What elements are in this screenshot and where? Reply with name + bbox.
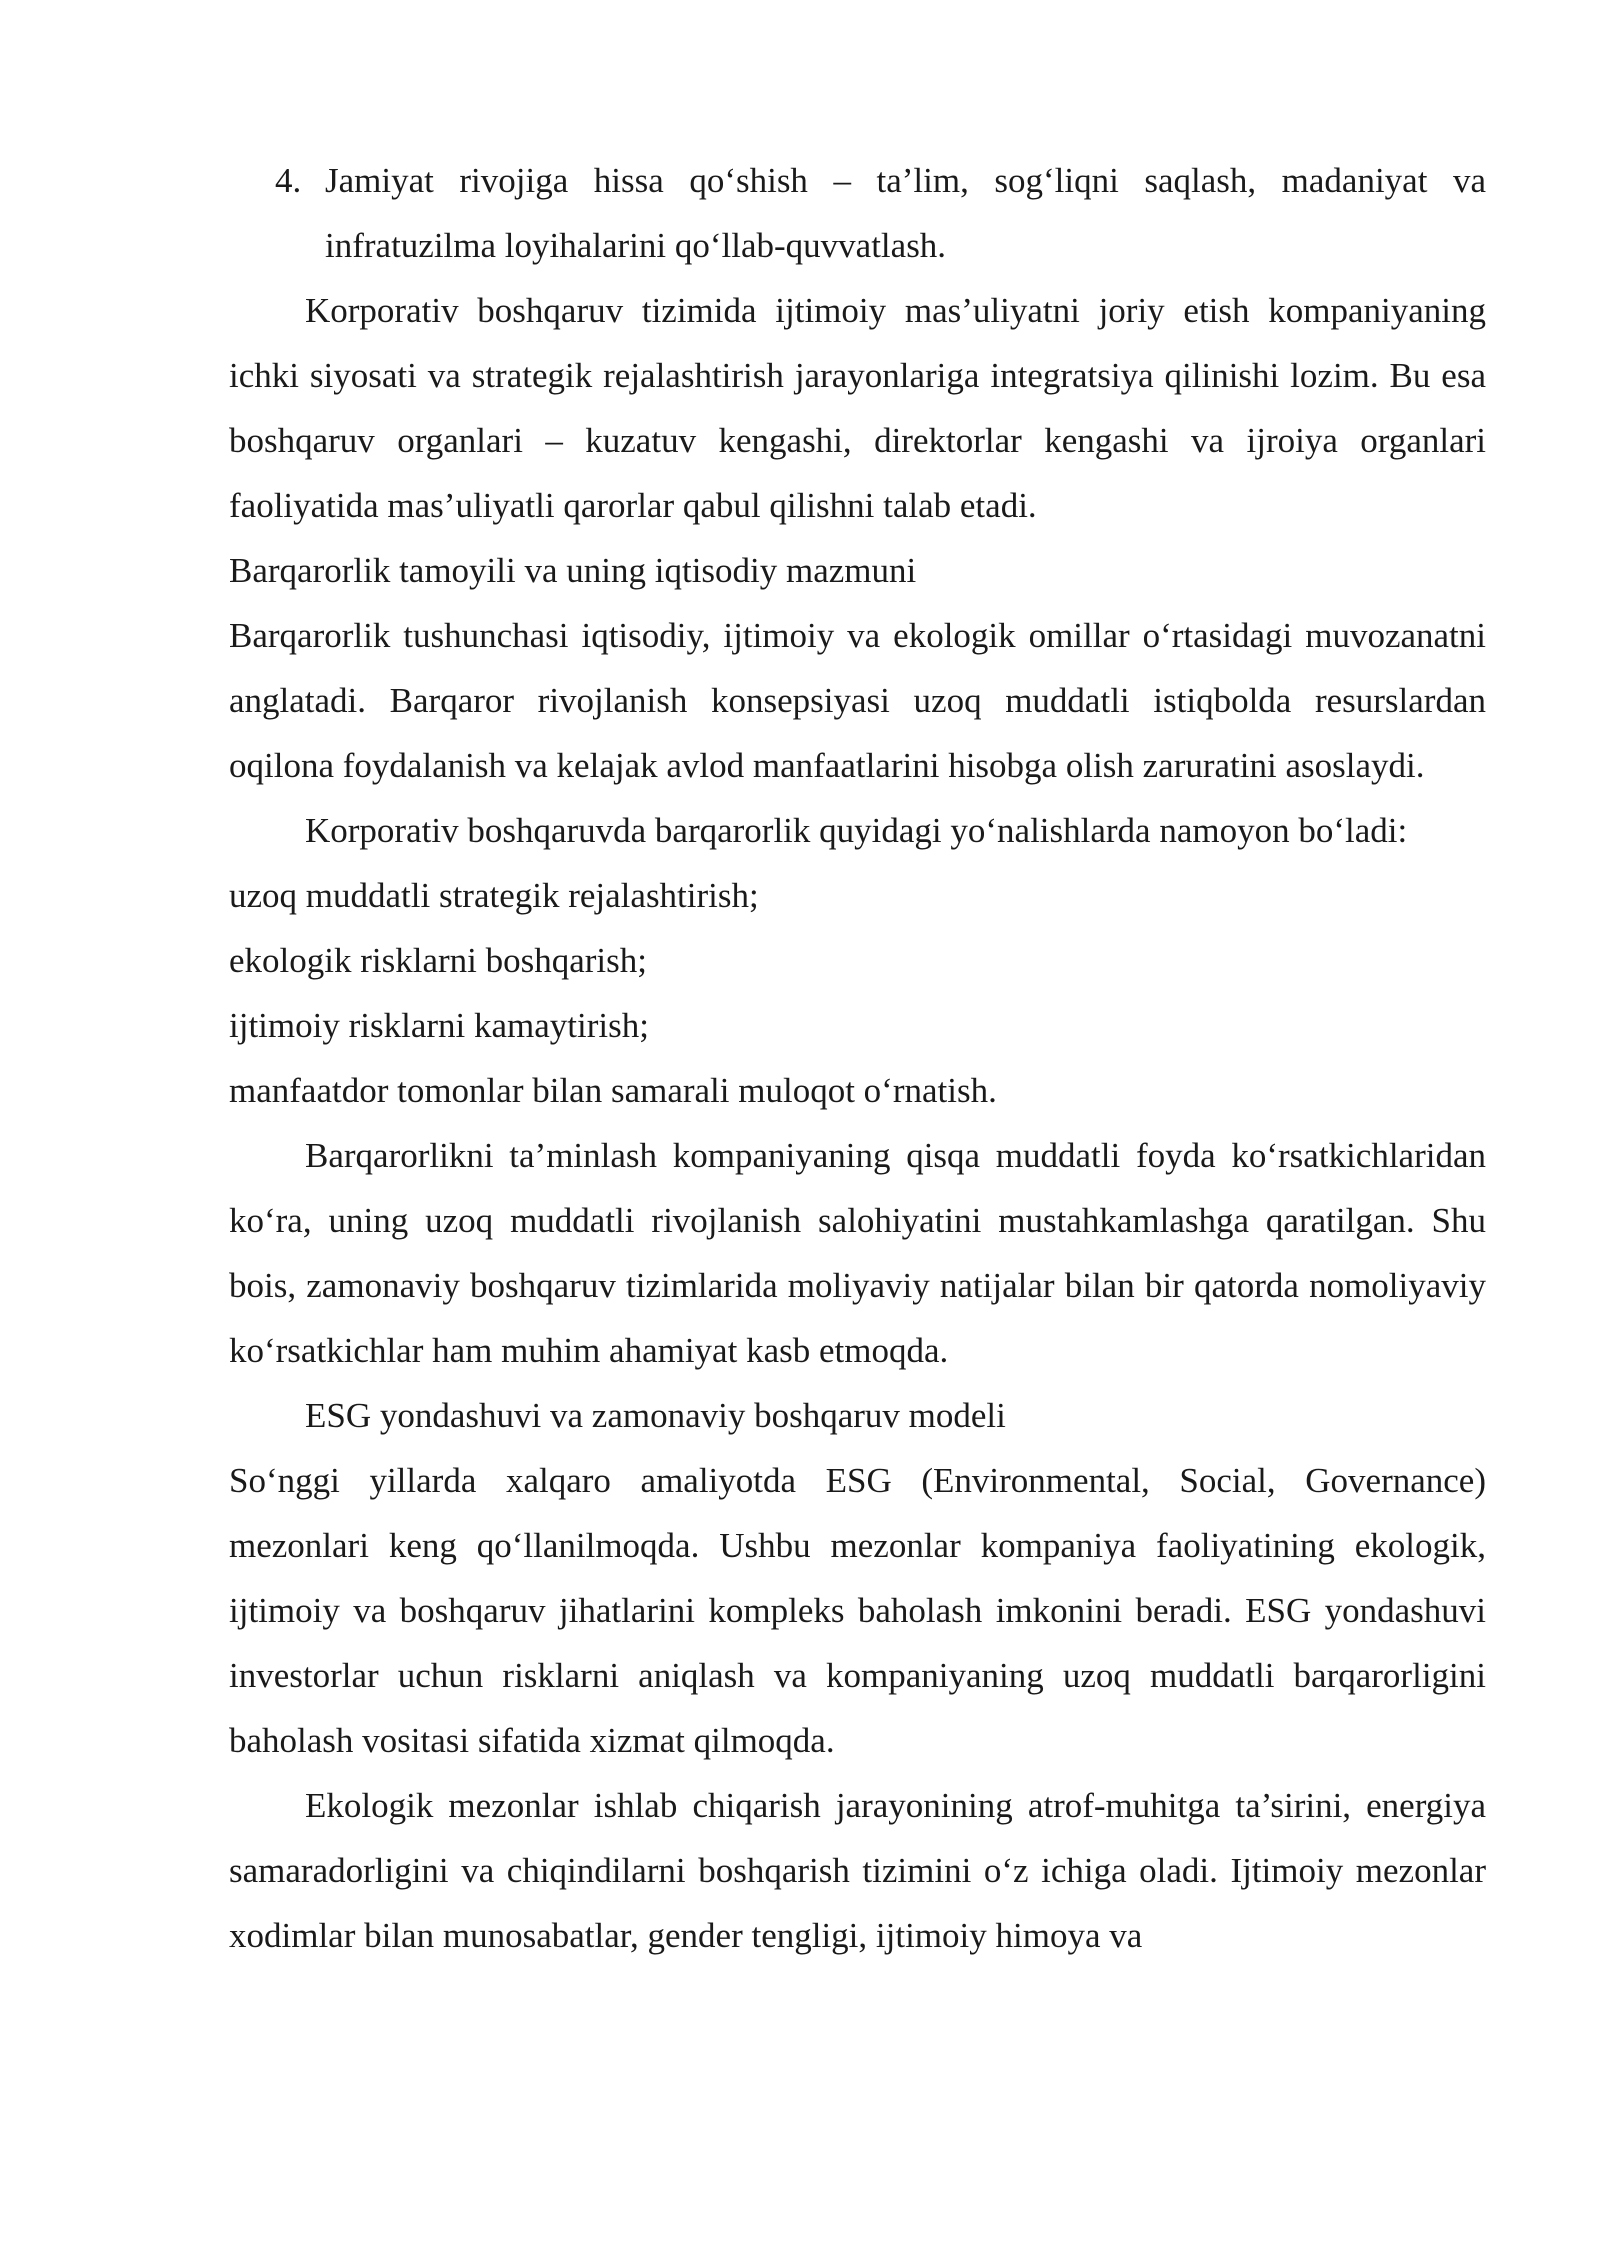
list-line-ecological-risks: ekologik risklarni boshqarish; [229,941,648,980]
document-page [229,148,1486,1968]
list-line-social-risks: ijtimoiy risklarni kamaytirish; [229,1006,649,1045]
section-heading-sustainability: Barqarorlik tamoyili va uning iqtisodiy mazmuni [229,551,917,590]
list-line-strategic-planning: uzoq muddatli strategik rejalashtirish; [229,876,759,915]
list-item-4 [229,148,1486,278]
paragraph-sustainability-directions: Korporativ boshqaruvda barqarorlik quyidagi yo‘nalishlarda namoyon bo‘ladi: [305,811,1408,850]
paragraph-ecological-criteria: Ekologik mezonlar ishlab chiqarish jarayonining atrof-muhitga ta’sirini, energiya samaradorligini va chiqindilarni boshqarish tizimini o‘z ichiga oladi. Ijtimoiy mezonlar xodimlar bilan munosabatlar, gender tengligi, ijtimoiy himoya va [229,1786,1486,1955]
paragraph-ensuring-sustainability: Barqarorlikni ta’minlash kompaniyaning qisqa muddatli foyda ko‘rsatkichlaridan ko‘ra, uning uzoq muddatli rivojlanish salohiyatini mustahkamlashga qaratilgan. Shu bois, zamonaviy boshqaruv tizimlarida moliyaviy natijalar bilan bir qatorda nomoliyaviy ko‘rsatkichlar ham muhim ahamiyat kasb etmoqda. [229,1136,1486,1370]
list-number: 4. [275,161,302,200]
list-item-text: Jamiyat rivojiga hissa qo‘shish – ta’lim, sog‘liqni saqlash, madaniyat va infratuzilma loyihalarini qo‘llab-quvvatlash. [325,161,1486,265]
paragraph-sustainability-concept: Barqarorlik tushunchasi iqtisodiy, ijtimoiy va ekologik omillar o‘rtasidagi muvozanatni anglatadi. Barqaror rivojlanish konsepsiyasi uzoq muddatli istiqbolda resurslardan oqilona foydalanish va kelajak avlod manfaatlarini hisobga olish zaruratini asoslaydi. [229,616,1486,785]
paragraph-csr-integration: Korporativ boshqaruv tizimida ijtimoiy mas’uliyatni joriy etish kompaniyaning ichki siyosati va strategik rejalashtirish jarayonlariga integratsiya qilinishi lozim. Bu esa boshqaruv organlari – kuzatuv kengashi, direktorlar kengashi va ijroiya organlari faoliyatida mas’uliyatli qarorlar qabul qilishni talab etadi. [229,291,1486,525]
section-heading-esg: ESG yondashuvi va zamonaviy boshqaruv modeli [305,1396,1006,1435]
list-line-stakeholder-communication: manfaatdor tomonlar bilan samarali muloqot o‘rnatish. [229,1071,997,1110]
paragraph-esg-criteria: So‘nggi yillarda xalqaro amaliyotda ESG (Environmental, Social, Governance) mezonlari keng qo‘llanilmoqda. Ushbu mezonlar kompaniya faoliyatining ekologik, ijtimoiy va boshqaruv jihatlarini kompleks baholash imkonini beradi. ESG yondashuvi investorlar uchun risklarni aniqlash va kompaniyaning uzoq muddatli barqarorligini baholash vositasi sifatida xizmat qilmoqda. [229,1461,1486,1760]
